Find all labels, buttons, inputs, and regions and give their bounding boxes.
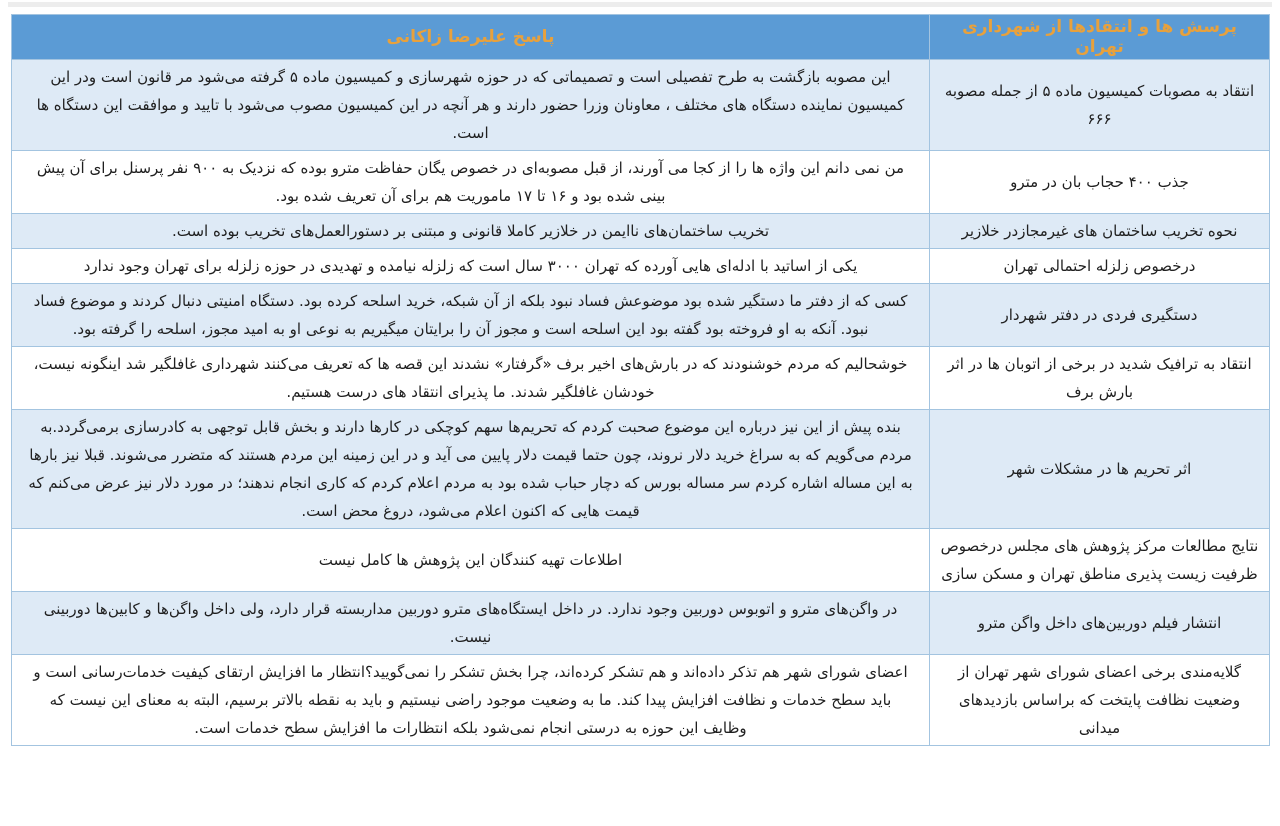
answer-cell: اعضای شورای شهر هم تذکر داده‌اند و هم تشکر کرده‌اند، چرا بخش تشکر را نمی‌گویید؟انتظار ما افزایش ارتقای کیفیت خدمات‌رسانی است و باید سطح خدمات و نظافت افزایش پیدا کند. ما به وضعیت موجود راضی نیستیم و باید به نقطه بالاتر برسیم، البته به معنای این نیست که وظایف این حوزه به درستی انجام نمی‌شود بلکه انتظارات ما افزایش سطح خدمات است.: [12, 655, 930, 746]
question-cell: انتقاد به ترافیک شدید در برخی از اتوبان ها در اثر بارش برف: [930, 347, 1270, 410]
question-cell: درخصوص زلزله احتمالی تهران: [930, 249, 1270, 284]
question-cell: انتقاد به مصوبات کمیسیون ماده ۵ از جمله مصوبه ۶۶۶: [930, 60, 1270, 151]
question-cell: اثر تحریم ها در مشکلات شهر: [930, 410, 1270, 529]
question-cell: نحوه تخریب ساختمان های غیرمجازدر خلازیر: [930, 214, 1270, 249]
question-cell: گلایه‌مندی برخی اعضای شورای شهر تهران از وضعیت نظافت پایتخت که براساس بازدیدهای میدانی: [930, 655, 1270, 746]
table-row: [12, 592, 1270, 655]
table-row: [12, 347, 1270, 410]
top-divider: [8, 2, 1272, 7]
table-row: [12, 249, 1270, 284]
question-cell: جذب ۴۰۰ حجاب بان در مترو: [930, 151, 1270, 214]
table-row: [12, 214, 1270, 249]
table-header: [12, 15, 1270, 60]
table-row: [12, 284, 1270, 347]
question-cell: دستگیری فردی در دفتر شهردار: [930, 284, 1270, 347]
answer-cell: در واگن‌های مترو و اتوبوس دوربین وجود ندارد. در داخل ایستگاه‌های مترو دوربین مداربسته قرار دارد، ولی داخل واگن‌ها و کابین‌ها دوربینی نیست.: [12, 592, 930, 655]
answer-cell: تخریب ساختمان‌های ناایمن در خلازیر کاملا قانونی و مبتنی بر دستورالعمل‌های تخریب بوده است.: [12, 214, 930, 249]
answer-cell: یکی از اساتید با ادله‌ای هایی آورده که تهران ۳۰۰۰ سال است که زلزله نیامده و تهدیدی در حوزه زلزله برای تهران وجود ندارد: [12, 249, 930, 284]
table-row: [12, 655, 1270, 746]
question-cell: انتشار فیلم دوربین‌های داخل واگن مترو: [930, 592, 1270, 655]
answer-cell: من نمی دانم این واژه ها را از کجا می آورند، از قبل مصوبه‌ای در خصوص یگان حفاظت مترو بوده که نزدیک به ۹۰۰ نفر پرسنل برای آن پیش بینی شده بود و ۱۶ تا ۱۷ ماموریت هم برای آن تعریف شده بود.: [12, 151, 930, 214]
answer-cell: اطلاعات تهیه کنندگان این پژوهش ها کامل نیست: [12, 529, 930, 592]
answer-cell: کسی که از دفتر ما دستگیر شده بود موضوعش فساد نبود بلکه از آن شبکه، خرید اسلحه کرده بود. دستگاه امنیتی دنبال کردند و موضوع فساد نبود. آنکه به او فروخته بود گفته بود این اسلحه است و مجوز آن را برایتان میگیریم به نوعی او به امید مجوز، اسلحه را گرفته بود.: [12, 284, 930, 347]
comparison-table: [11, 14, 1270, 746]
answer-cell: این مصوبه بازگشت به طرح تفصیلی است و تصمیماتی که در حوزه شهرسازی و کمیسیون ماده ۵ گرفته می‌شود مر قانون است ودر این کمیسیون نماینده دستگاه های مختلف ، معاونان وزرا حضور دارند و هر آنچه در این کمیسیون مصوب می‌شود با تایید و موافقت این دستگاه ها است.: [12, 60, 930, 151]
answers-column-header: پاسخ علیرضا زاکانی: [12, 15, 930, 60]
questions-column-header: پرسش ها و انتقادها از شهرداری تهران: [930, 15, 1270, 60]
table-row: [12, 60, 1270, 151]
header-row: [12, 15, 1270, 60]
table-row: [12, 529, 1270, 592]
table-body: [12, 60, 1270, 746]
answer-cell: بنده پیش از این نیز درباره این موضوع صحبت کردم که تحریم‌ها سهم کوچکی در کارها دارند و بخش قابل توجهی به کادرسازی برمی‌گردد.به مردم می‌گویم که به سراغ خرید دلار نروند، چون حتما قیمت دلار پایین می آید و در این زمینه این مردم هستند که متضرر می‌شوند. قبلا نیز بارها به این مساله اشاره کردم سر مساله بورس که دچار حباب شده بود به مردم اعلام کردم که کاری انجام ندهند؛ در مورد دلار نیز عرض می‌کنم که قیمت هایی که اکنون اعلام می‌شود، دروغ محض است.: [12, 410, 930, 529]
table-row: [12, 151, 1270, 214]
answer-cell: خوشحالیم که مردم خوشنودند که در بارش‌های اخیر برف «گرفتار» نشدند این قصه ها که تعریف می‌کنند شهرداری غافلگیر شد اینگونه نیست، خودشان غافلگیر شدند. ما پذیرای انتقاد های درست هستیم.: [12, 347, 930, 410]
table-row: [12, 410, 1270, 529]
question-cell: نتایج مطالعات مرکز پژوهش های مجلس درخصوص ظرفیت زیست پذیری مناطق تهران و مسکن سازی: [930, 529, 1270, 592]
